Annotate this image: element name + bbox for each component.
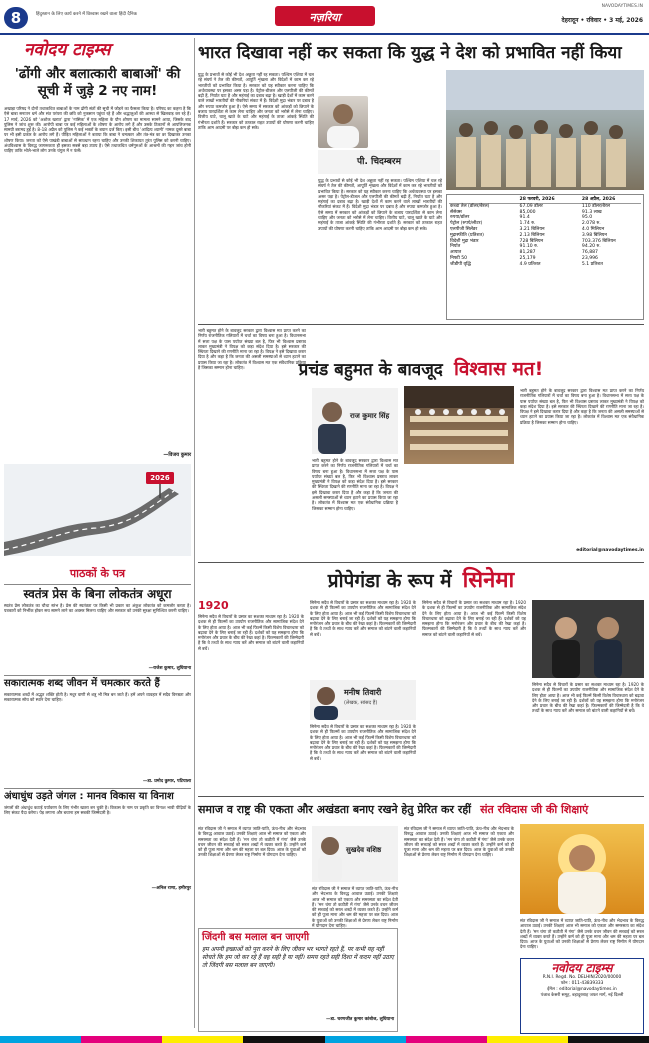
middle-story-bottom-rule [198,562,644,563]
cinema-story-body-col5: सिनेमा सदैव से विचारों के प्रसार का सशक्त माध्यम रहा है। 1920 के दशक से ही फिल्मों का उपयोग राजनीतिक और सामाजिक संदेश देने के लिए होता आया है। आज भी कई फिल्में किसी विशेष विचारधारा को बढ़ावा देने के लिए बनाई जा रही हैं। दर्शकों को यह समझना होगा कि मनोरंजन और प्रचार के बीच की रेखा कहां है। फिल्मकारों की जिम्मेदारी है कि वे तथ्यों के साथ न्याय करें और समाज को बांटने वाली कहानियों से बचें। [532,682,644,714]
letter-2-title: सकारात्मक शब्द जीवन में चमत्कार करते हैं [4,678,160,689]
road-illustration [4,464,191,556]
letter-1-author: —राजेश कुमार, लुधियाना [148,666,191,671]
table-cell: 110 डॉलर/बैरल [581,203,610,209]
cinema-photo [532,600,644,678]
footer-brand: नवोदय टाइम्स [551,961,613,975]
bottom-author-box [312,826,398,882]
table-cell: 23,996 [581,255,598,261]
table-cell: 91.10 रु. [519,244,539,250]
cinema-author-role: (लेखक, सांसद हैं) [344,700,378,706]
table-cell: एलपीजी सिलेंडर [450,226,478,232]
crowd-graphic [446,70,644,190]
top-story-body: युद्ध के प्रभावों से कोई भी देश अछूता नहीं रह सकता। पश्चिम एशिया में चल रहे संघर्ष ने तेल की कीमतों, आपूर्ति शृंखला और विदेशों में काम कर रहे भारतीयों को प्रभावित किया है। सरकार को यह स्वीकार करना चाहिए कि अर्थव्यवस्था पर इसका असर पड़ा है। पेट्रोल-डीजल और एलपीजी की कीमतें बढ़ी हैं, निर्यात घटा है और महंगाई का दबाव बढ़ा है। खाड़ी देशों में काम करने वाले लाखों भारतीयों की नौकरियां संकट में हैं। विदेशी मुद्रा भंडार पर दबाव है और रुपया कमजोर हुआ है। ऐसे समय में सरकार को आंकड़ों को छिपाने के बजाय पारदर्शिता से काम लेना चाहिए और जनता को भरोसे में लेना चाहिए। वित्तीय घाटे, चालू खाते के घाटे और महंगाई के ताजा आंकड़े स्थिति की गंभीरता दर्शाते हैं। सरकार को तत्काल राहत उपायों की घोषणा करनी चाहिए ताकि आम आदमी पर बोझ कम हो सके। [198,72,314,130]
table-cell: 2.078 रु. [581,221,601,227]
table-cell: 5.1 प्रतिशत [581,261,603,267]
table-cell: 91.4 [519,215,530,221]
stats-table [449,197,641,268]
left-author: —विजय कुमार [163,452,191,458]
letters-header [4,562,191,581]
bottom-headline-prefix: समाज व राष्ट्र की एकता और अखंडता बनाए रखने हेतु प्रेरित कर रहीं [198,803,472,816]
letter-1-body: स्वतंत्र प्रेस लोकतंत्र का चौथा स्तंभ है। प्रेस की स्वतंत्रता पर किसी भी प्रकार का अंकुश लोकतंत्र को कमजोर करता है। पत्रकारों को निर्भीक होकर सच सामने लाने का अवसर मिलना चाहिए और सरकार को उनकी सुरक्षा सुनिश्चित करनी चाहिए। [4,603,191,614]
page-number-badge [4,7,28,29]
letter-2-author: —डा. प्रमोद कुमार, पटियाला [142,779,191,784]
cinema-headline-highlight: सिनेमा [462,568,515,593]
bottom-story-body-col4: संत रविदास जी ने समाज में व्याप्त जाति-पाति, ऊंच-नीच और भेदभाव के विरुद्ध आवाज उठाई। उनकी शिक्षाएं आज भी समाज को एकता और समरसता का संदेश देती हैं। 'मन चंगा तो कठौती में गंगा' जैसे उनके वचन जीवन की सच्चाई को सरल शब्दों में व्यक्त करते हैं। उन्होंने कर्म को ही पूजा माना और श्रम की महत्ता पर बल दिया। आज के युवाओं को उनकी शिक्षाओं से प्रेरणा लेकर राष्ट्र निर्माण में योगदान देना चाहिए। [520,918,644,950]
top-story-author-box [318,150,440,174]
bottom-story-author: सुखदेव वशिष्ठ [346,846,382,854]
letter-3 [4,788,191,891]
cinema-story-body-col1: सिनेमा सदैव से विचारों के प्रसार का सशक्त माध्यम रहा है। 1920 के दशक से ही फिल्मों का उपयोग राजनीतिक और सामाजिक संदेश देने के लिए होता आया है। आज भी कई फिल्में किसी विशेष विचारधारा को बढ़ावा देने के लिए बनाई जा रही हैं। दर्शकों को यह समझना होगा कि मनोरंजन और प्रचार के बीच की रेखा कहां है। फिल्मकारों की जिम्मेदारी है कि वे तथ्यों के साथ न्याय करें और समाज को बांटने वाली कहानियों से बचें। [198,614,304,651]
table-cell: 25,179 [519,255,536,261]
table-cell: विदेशी मुद्रा भंडार [450,238,479,244]
chidambaram-photo [318,96,368,148]
registration-swatch [487,1036,568,1043]
table-cell: 94.20 रु. [581,244,601,250]
table-cell: निफ्टी 50 [450,255,468,261]
table-cell: रुपया/डॉलर [450,215,470,221]
table-cell: 728 बिलियन [519,238,544,244]
registration-swatch [406,1036,487,1043]
table-header-cell: 28 अप्रैल, 2026 [581,197,616,202]
letter-1-title: स्वतंत्र प्रेस के बिना लोकतंत्र अधूरा [23,587,172,601]
table-cell: 703.376 बिलियन [581,238,616,244]
registration-swatch [0,1036,81,1043]
masthead-rule [0,33,649,35]
table-row [449,262,641,268]
cinema-story-bottom-rule [198,796,644,797]
middle-headline-prefix: प्रचंड बहुमत के बावजूद [298,360,443,380]
top-story-table [446,194,644,320]
section-badge [275,6,375,26]
middle-story-body-col4: भारी बहुमत होने के बावजूद सरकार द्वारा विश्वास मत प्राप्त करने का निर्णय राजनीतिक गलियारों में चर्चा का विषय बना हुआ है। विधानसभा में सत्ता पक्ष के पास पर्याप्त संख्या बल है, फिर भी विश्वास प्रस्ताव लाकर मुख्यमंत्री ने विपक्ष को कड़ा संदेश दिया है। इसे सरकार की स्थिरता दिखाने की रणनीति माना जा रहा है। विपक्ष ने इसे दिखावा करार दिया है और कहा है कि जनता की असली समस्याओं से ध्यान हटाने का प्रयास किया जा रहा है। लोकतंत्र में विश्वास मत एक संवैधानिक प्रक्रिया है जिसका सम्मान होना चाहिए। [520,388,644,425]
table-cell: जीडीपी वृद्धि [450,261,471,267]
footer-box [520,958,644,1034]
cinema-story-body-col4: सिनेमा सदैव से विचारों के प्रसार का सशक्त माध्यम रहा है। 1920 के दशक से ही फिल्मों का उपयोग राजनीतिक और सामाजिक संदेश देने के लिए होता आया है। आज भी कई फिल्में किसी विशेष विचारधारा को बढ़ावा देने के लिए बनाई जा रही हैं। दर्शकों को यह समझना होगा कि मनोरंजन और प्रचार के बीच की रेखा कहां है। फिल्मकारों की जिम्मेदारी है कि वे तथ्यों के साथ न्याय करें और समाज को बांटने वाली कहानियों से बचें। [422,600,526,637]
letter-2-body: सकारात्मक शब्दों में अद्भुत शक्ति होती है। मधुर वाणी से शत्रु भी मित्र बन जाते हैं। हमें अपने व्यवहार में सदैव विनम्रता और सकारात्मक सोच को स्थान देना चाहिए। [4,692,191,703]
table-cell: सेंसेक्स [450,209,462,215]
portrait-graphic [318,96,368,148]
letter-3-author: —अनिल राणा, हमीरपुर [151,886,191,891]
footer-address: पंजाब केसरी समूह, बहादुरशाह जफर मार्ग, नई दिल्ली [540,993,624,998]
middle-story-email: editorial@navodaytimes.in [576,548,644,553]
middle-story-body-col2: भारी बहुमत होने के बावजूद सरकार द्वारा विश्वास मत प्राप्त करने का निर्णय राजनीतिक गलियारों में चर्चा का विषय बना हुआ है। विधानसभा में सत्ता पक्ष के पास पर्याप्त संख्या बल है, फिर भी विश्वास प्रस्ताव लाकर मुख्यमंत्री ने विपक्ष को कड़ा संदेश दिया है। इसे सरकार की स्थिरता दिखाने की रणनीति माना जा रहा है। विपक्ष ने इसे दिखावा करार दिया है और कहा है कि जनता की असली समस्याओं से ध्यान हटाने का प्रयास किया जा रहा है। लोकतंत्र में विश्वास मत एक संवैधानिक प्रक्रिया है जिसका सम्मान होना चाहिए। [312,458,398,511]
table-cell: निर्यात [450,244,461,250]
top-story-crowd-photo [446,70,644,190]
letter-2 [4,675,191,784]
brand-url: NAVODAYTIMES.IN [601,4,643,9]
table-cell: 4.9 प्रतिशत [519,261,541,267]
cinema-story-author: मनीष तिवारी [344,688,382,697]
table-cell: 4.0 मिलियन [581,226,605,232]
middle-author-box [312,388,398,454]
quote-box [198,928,398,1032]
paper-tagline: हिंदुस्तान के लिए कार्य करने में विश्वास रखने वाला हिंदी दैनिक [36,12,137,17]
quote-author: —डा. चरणजीत कुमार कांबोज, लुधियाना [325,1017,394,1022]
date-line: देहरादून • रविवार • 3 मई, 2026 [561,17,643,24]
bottom-story-body-col2: संत रविदास जी ने समाज में व्याप्त जाति-पाति, ऊंच-नीच और भेदभाव के विरुद्ध आवाज उठाई। उनकी शिक्षाएं आज भी समाज को एकता और समरसता का संदेश देती हैं। 'मन चंगा तो कठौती में गंगा' जैसे उनके वचन जीवन की सच्चाई को सरल शब्दों में व्यक्त करते हैं। उन्होंने कर्म को ही पूजा माना और श्रम की महत्ता पर बल दिया। आज के युवाओं को उनकी शिक्षाओं से प्रेरणा लेकर राष्ट्र निर्माण में योगदान देना चाहिए। [312,886,398,929]
table-header-cell: 28 फरवरी, 2026 [519,197,555,202]
brand-name: नवोदय टाइम्स [24,40,111,60]
bottom-story-headline [198,798,644,820]
middle-story-body-col1: भारी बहुमत होने के बावजूद सरकार द्वारा विश्वास मत प्राप्त करने का निर्णय राजनीतिक गलियारों में चर्चा का विषय बना हुआ है। विधानसभा में सत्ता पक्ष के पास पर्याप्त संख्या बल है, फिर भी विश्वास प्रस्ताव लाकर मुख्यमंत्री ने विपक्ष को कड़ा संदेश दिया है। इसे सरकार की स्थिरता दिखाने की रणनीति माना जा रहा है। विपक्ष ने इसे दिखावा करार दिया है और कहा है कि जनता की असली समस्याओं से ध्यान हटाने का प्रयास किया जा रहा है। लोकतंत्र में विश्वास मत एक संवैधानिक प्रक्रिया है जिसका सम्मान होना चाहिए। [198,328,306,371]
table-cell: कच्चा तेल (डॉलर/बैरल) [450,203,490,209]
top-story-author: पी. चिदम्बरम [357,157,401,167]
footer-phone: फोन : 011-43839333 [560,981,604,986]
road-sign-label: 2026 [150,474,170,482]
ravidas-photo [520,824,644,914]
bottom-story-body-col3: संत रविदास जी ने समाज में व्याप्त जाति-पाति, ऊंच-नीच और भेदभाव के विरुद्ध आवाज उठाई। उनकी शिक्षाएं आज भी समाज को एकता और समरसता का संदेश देती हैं। 'मन चंगा तो कठौती में गंगा' जैसे उनके वचन जीवन की सच्चाई को सरल शब्दों में व्यक्त करते हैं। उन्होंने कर्म को ही पूजा माना और श्रम की महत्ता पर बल दिया। आज के युवाओं को उनकी शिक्षाओं से प्रेरणा लेकर राष्ट्र निर्माण में योगदान देना चाहिए। [404,826,514,858]
table-cell: आयात [450,250,462,256]
registration-swatch [568,1036,649,1043]
section-badge-label: नज़रिया [309,11,341,24]
left-headline: 'ढोंगी और बलात्कारी बाबाओं' की सूची में जुड़े 2 नए नाम! [14,66,181,99]
cinema-story-headline [198,566,644,596]
top-story-body-continued: युद्ध के प्रभावों से कोई भी देश अछूता नहीं रह सकता। पश्चिम एशिया में चल रहे संघर्ष ने तेल की कीमतों, आपूर्ति शृंखला और विदेशों में काम कर रहे भारतीयों को प्रभावित किया है। सरकार को यह स्वीकार करना चाहिए कि अर्थव्यवस्था पर इसका असर पड़ा है। पेट्रोल-डीजल और एलपीजी की कीमतें बढ़ी हैं, निर्यात घटा है और महंगाई का दबाव बढ़ा है। खाड़ी देशों में काम करने वाले लाखों भारतीयों की नौकरियां संकट में हैं। विदेशी मुद्रा भंडार पर दबाव है और रुपया कमजोर हुआ है। ऐसे समय में सरकार को आंकड़ों को छिपाने के बजाय पारदर्शिता से काम लेना चाहिए और जनता को भरोसे में लेना चाहिए। वित्तीय घाटे, चालू खाते के घाटे और महंगाई के ताजा आंकड़े स्थिति की गंभीरता दर्शाते हैं। सरकार को तत्काल राहत उपायों की घोषणा करनी चाहिए ताकि आम आदमी पर बोझ कम हो सके। [318,178,442,231]
table-cell: 67.09 डॉलर [519,203,543,209]
table-cell: 2.13 बिलियन [519,232,545,238]
print-registration-bar [0,1036,649,1043]
bottom-headline-highlight: संत रविदास जी की शिक्षाएं [480,803,589,816]
middle-headline-highlight: विश्वास मत! [453,358,544,380]
cinema-year: 1920 [198,599,229,612]
author-portrait [312,388,398,454]
top-story-headline: भारत दिखावा नहीं कर सकता कि युद्ध ने देश को प्रभावित नहीं किया [198,43,622,63]
cinema-author-box [310,680,416,720]
table-cell: 1.74 रु. [519,221,536,227]
quote-title: जिंदगी बस मलाल बन जाएगी [202,932,310,943]
cinema-story-body-col2: सिनेमा सदैव से विचारों के प्रसार का सशक्त माध्यम रहा है। 1920 के दशक से ही फिल्मों का उपयोग राजनीतिक और सामाजिक संदेश देने के लिए होता आया है। आज भी कई फिल्में किसी विशेष विचारधारा को बढ़ावा देने के लिए बनाई जा रही हैं। दर्शकों को यह समझना होगा कि मनोरंजन और प्रचार के बीच की रेखा कहां है। फिल्मकारों की जिम्मेदारी है कि वे तथ्यों के साथ न्याय करें और समाज को बांटने वाली कहानियों से बचें। [310,600,416,637]
table-cell: 85,000 [519,209,536,215]
ravidas-graphic [520,824,644,914]
table-cell: 3.21 बिलियन [519,226,545,232]
left-column [4,38,191,1032]
table-cell: 76,887 [581,250,598,256]
quote-body: हम अपनी इच्छाओं को पूरा करने के लिए जीवन भर भागते रहते हैं, पर कभी यह नहीं सोचते कि हम जो कर रहे हैं वह सही है या नहीं। समय रहते सही दिशा में कदम नहीं उठाए तो जिंदगी बस मलाल बन जाएगी। [202,946,394,969]
assembly-photo [404,386,514,464]
table-cell: 81,287 [519,250,536,256]
registration-swatch [243,1036,324,1043]
page-number: 8 [10,9,22,27]
registration-swatch [162,1036,243,1043]
cinema-graphic [532,600,644,678]
registration-swatch [325,1036,406,1043]
left-body: अखाड़ा परिषद ने दोनों तथाकथित बाबाओं के नाम ढोंगी संतों की सूची में जोड़ने का फैसला किया है। परिषद का कहना है कि ऐसे बाबा सनातन धर्म और संत परंपरा की छवि को नुकसान पहुंचा रहे हैं और श्रद्धालुओं की आस्था से खिलवाड़ कर रहे हैं। 17 मार्च, 2026 को 'अशोक खरात' द्वारा 'नासिक' में एक महिला के यौन शोषण का मामला सामने आया, जिसके बाद पुलिस ने जांच शुरू की। आरोपी बाबा पर कई महिलाओं के शोषण के आरोप लगे हैं और उसके ठिकानों से आपत्तिजनक सामग्री बरामद हुई है। 8-18 अप्रैल को पुलिस ने कई भक्तों के बयान दर्ज किए। इसी बीच 'आदित्य श्यामी' नामक दूसरे बाबा पर भी इसी प्रकार के आरोप लगे हैं। पीड़ित महिलाओं ने बताया कि बाबा ने चमत्कार और तंत्र-मंत्र का डर दिखाकर उनका शोषण किया। जनता को ऐसे पाखंडी बाबाओं से सावधान रहना चाहिए और उनकी शिकायत तुरंत पुलिस को करनी चाहिए। अंधविश्वास के विरुद्ध जागरूकता ही इसका सबसे बड़ा उपाय है। ऐसे तथाकथित धर्मगुरुओं के आश्रमों की गहन जांच होनी चाहिए ताकि भोले-भाले लोग उनके चंगुल में न फंसें। [4,106,191,154]
masthead-bar [0,0,649,34]
footer-reg-no: R.N.I. Regd. No. DELHIN/2020/00000 [542,975,622,980]
table-cell: पेट्रोल (रुपये/लीटर) [450,221,483,227]
cinema-story-body-col3: सिनेमा सदैव से विचारों के प्रसार का सशक्त माध्यम रहा है। 1920 के दशक से ही फिल्मों का उपयोग राजनीतिक और सामाजिक संदेश देने के लिए होता आया है। आज भी कई फिल्में किसी विशेष विचारधारा को बढ़ावा देने के लिए बनाई जा रही हैं। दर्शकों को यह समझना होगा कि मनोरंजन और प्रचार के बीच की रेखा कहां है। फिल्मकारों की जिम्मेदारी है कि वे तथ्यों के साथ न्याय करें और समाज को बांटने वाली कहानियों से बचें। [310,724,416,761]
letter-3-body: जंगलों की अंधाधुंध कटाई पर्यावरण के लिए गंभीर खतरा बन चुकी है। विकास के नाम पर प्रकृति का विनाश भावी पीढ़ियों के लिए संकट पैदा करेगा। पेड़ लगाना और बचाना हम सबकी जिम्मेदारी है। [4,805,191,816]
letter-3-title: अंधाधुंध उड़ते जंगल : मानव विकास या विनाश [4,791,174,802]
left-column-divider [194,38,195,1028]
table-cell: 95.0 [581,215,593,221]
table-cell: मुद्रास्फीति (प्रतिशत) [450,232,484,238]
registration-swatch [81,1036,162,1043]
footer-email: ईमेल : editorial@navodaytimes.in [547,987,617,992]
middle-story-author: राज कुमार सिंह [350,412,390,420]
bottom-story-body-col1: संत रविदास जी ने समाज में व्याप्त जाति-पाति, ऊंच-नीच और भेदभाव के विरुद्ध आवाज उठाई। उनकी शिक्षाएं आज भी समाज को एकता और समरसता का संदेश देती हैं। 'मन चंगा तो कठौती में गंगा' जैसे उनके वचन जीवन की सच्चाई को सरल शब्दों में व्यक्त करते हैं। उन्होंने कर्म को ही पूजा माना और श्रम की महत्ता पर बल दिया। आज के युवाओं को उनकी शिक्षाओं से प्रेरणा लेकर राष्ट्र निर्माण में योगदान देना चाहिए। [198,826,306,858]
letter-1 [4,584,191,671]
assembly-graphic [404,386,514,464]
table-cell: 91.3 लाख [581,209,602,215]
table-cell: 3.98 बिलियन [581,232,607,238]
top-story-bottom-rule [198,324,644,325]
brand-logo [4,38,191,62]
letters-header-label: पाठकों के पत्र [69,567,126,580]
cinema-headline-prefix: प्रोपेगंडा के रूप में [327,570,452,592]
